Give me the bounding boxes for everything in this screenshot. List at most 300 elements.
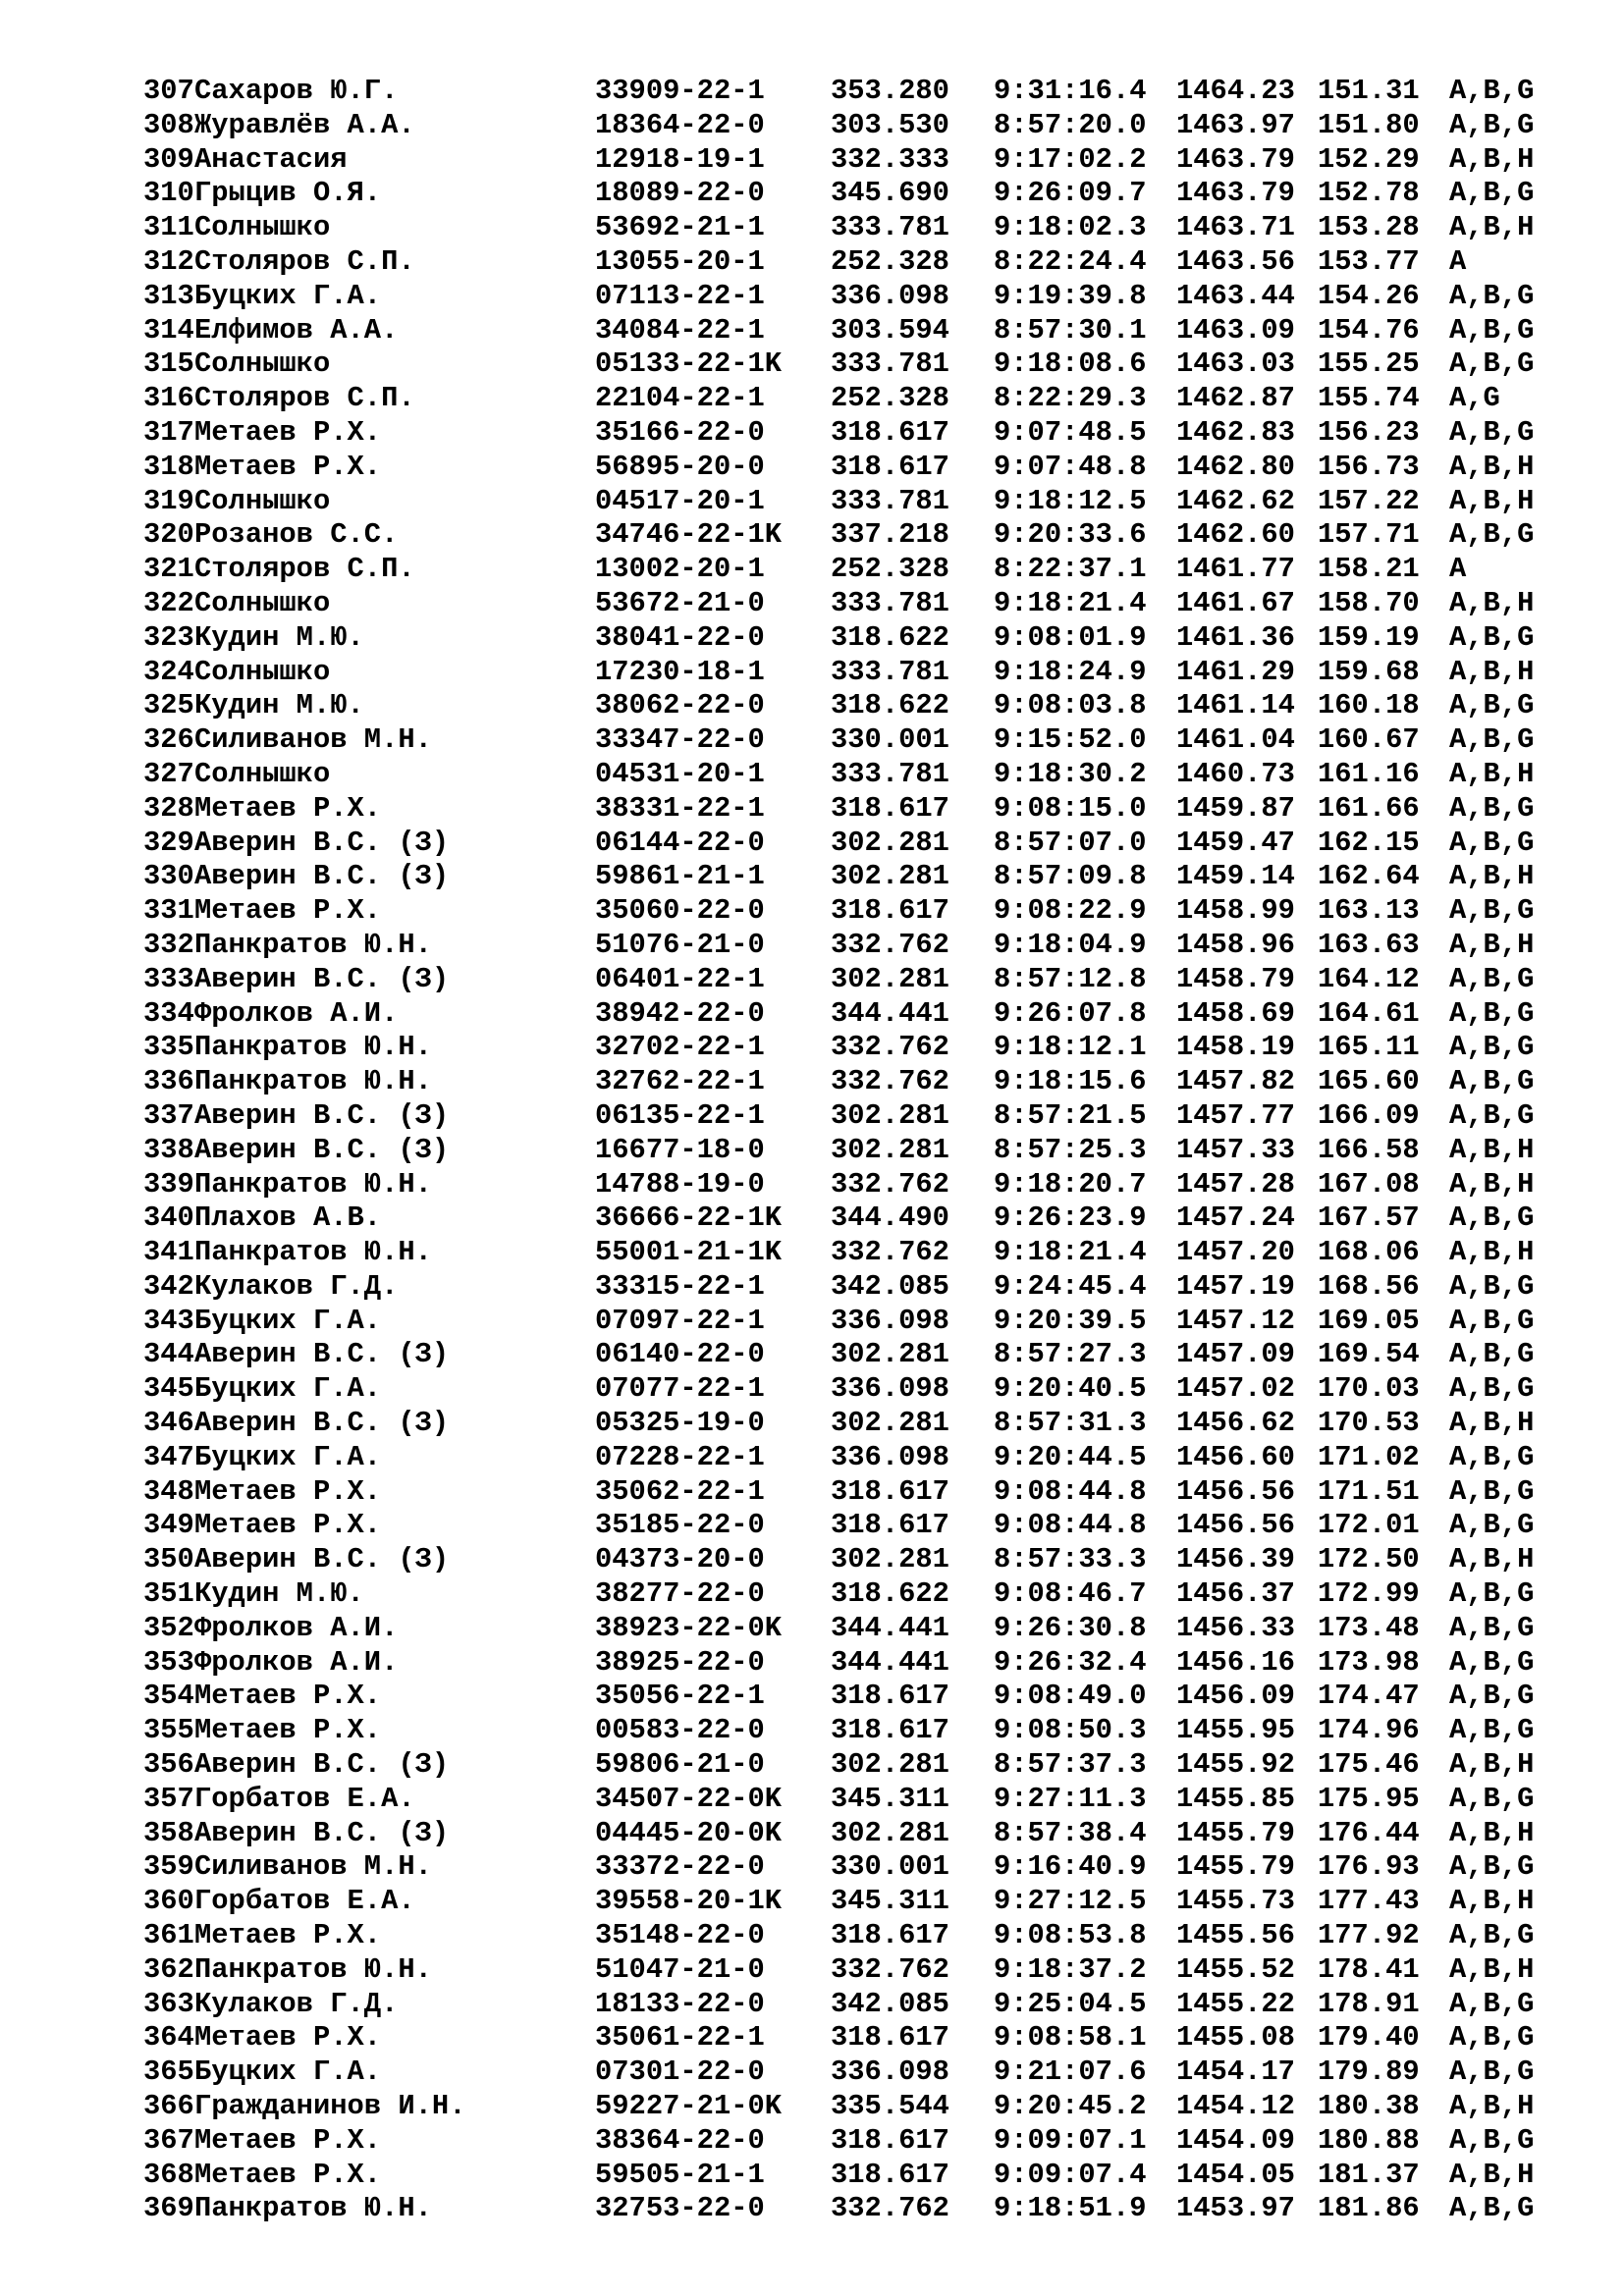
place-cell: 368 <box>143 2158 194 2191</box>
place-cell: 345 <box>143 1372 194 1406</box>
groups-cell: A,B,H <box>1449 211 1535 244</box>
place-cell: 342 <box>143 1269 194 1303</box>
distance-cell: 332.762 <box>831 1952 949 1986</box>
distance-cell: 336.098 <box>831 1372 949 1406</box>
arrival-time-cell: 9:08:49.0 <box>994 1680 1147 1713</box>
fancier-name-cell: Кудин М.Ю. <box>194 620 364 654</box>
points-cell: 179.89 <box>1318 2056 1420 2089</box>
speed-cell: 1461.29 <box>1176 655 1295 688</box>
distance-cell: 335.544 <box>831 2090 949 2123</box>
points-cell: 151.31 <box>1318 75 1420 107</box>
place-cell: 354 <box>143 1680 194 1713</box>
arrival-time-cell: 9:24:45.4 <box>994 1269 1147 1303</box>
speed-cell: 1458.69 <box>1176 996 1295 1030</box>
fancier-name-cell: Метаев Р.Х. <box>194 2158 382 2191</box>
groups-cell: A,B,G <box>1449 2192 1535 2225</box>
place-cell: 358 <box>143 1816 194 1849</box>
points-cell: 157.71 <box>1318 518 1420 552</box>
points-cell: 170.53 <box>1318 1407 1420 1440</box>
speed-cell: 1457.19 <box>1176 1269 1295 1303</box>
fancier-name-cell: Кудин М.Ю. <box>194 1577 364 1611</box>
points-cell: 152.78 <box>1318 177 1420 210</box>
place-cell: 348 <box>143 1474 194 1508</box>
speed-cell: 1457.02 <box>1176 1372 1295 1406</box>
ring-number-cell: 22104-22-1 <box>595 382 765 415</box>
place-cell: 329 <box>143 826 194 859</box>
points-cell: 177.92 <box>1318 1919 1420 1952</box>
points-cell: 158.70 <box>1318 586 1420 619</box>
arrival-time-cell: 9:08:44.8 <box>994 1509 1147 1542</box>
ring-number-cell: 35062-22-1 <box>595 1474 765 1508</box>
distance-cell: 344.441 <box>831 996 949 1030</box>
arrival-time-cell: 9:19:39.8 <box>994 279 1147 312</box>
arrival-time-cell: 9:08:03.8 <box>994 689 1147 722</box>
points-cell: 155.74 <box>1318 382 1420 415</box>
groups-cell: A,B,G <box>1449 108 1535 141</box>
fancier-name-cell: Аверин В.С. (З) <box>194 962 450 995</box>
fancier-name-cell: Метаев Р.Х. <box>194 894 382 928</box>
points-cell: 178.41 <box>1318 1952 1420 1986</box>
groups-cell: A,B,G <box>1449 1065 1535 1098</box>
place-cell: 325 <box>143 689 194 722</box>
speed-cell: 1456.16 <box>1176 1645 1295 1679</box>
place-cell: 330 <box>143 860 194 893</box>
points-cell: 162.64 <box>1318 860 1420 893</box>
points-cell: 176.93 <box>1318 1850 1420 1884</box>
arrival-time-cell: 9:18:20.7 <box>994 1167 1147 1201</box>
groups-cell: A,B,G <box>1449 1304 1535 1337</box>
distance-cell: 302.281 <box>831 1748 949 1782</box>
distance-cell: 330.001 <box>831 1850 949 1884</box>
ring-number-cell: 04373-20-0 <box>595 1543 765 1576</box>
fancier-name-cell: Буцких Г.А. <box>194 1440 382 1473</box>
points-cell: 168.06 <box>1318 1236 1420 1269</box>
distance-cell: 342.085 <box>831 1269 949 1303</box>
groups-cell: A,B,H <box>1449 450 1535 483</box>
arrival-time-cell: 9:09:07.4 <box>994 2158 1147 2191</box>
points-cell: 165.11 <box>1318 1031 1420 1064</box>
distance-cell: 318.617 <box>831 1509 949 1542</box>
groups-cell: A,B,G <box>1449 894 1535 928</box>
points-cell: 172.99 <box>1318 1577 1420 1611</box>
place-cell: 309 <box>143 142 194 176</box>
distance-cell: 318.617 <box>831 415 949 449</box>
fancier-name-cell: Панкратов Ю.Н. <box>194 1167 432 1201</box>
points-cell: 175.95 <box>1318 1782 1420 1815</box>
points-cell: 169.05 <box>1318 1304 1420 1337</box>
fancier-name-cell: Метаев Р.Х. <box>194 415 382 449</box>
fancier-name-cell: Буцких Г.А. <box>194 2056 382 2089</box>
groups-cell: A,B,G <box>1449 279 1535 312</box>
speed-cell: 1461.77 <box>1176 553 1295 586</box>
arrival-time-cell: 8:57:38.4 <box>994 1816 1147 1849</box>
place-cell: 343 <box>143 1304 194 1337</box>
ring-number-cell: 06140-22-0 <box>595 1338 765 1371</box>
arrival-time-cell: 9:08:46.7 <box>994 1577 1147 1611</box>
points-cell: 174.96 <box>1318 1714 1420 1747</box>
fancier-name-cell: Анастасия <box>194 142 348 176</box>
groups-cell: A,B,G <box>1449 1269 1535 1303</box>
fancier-name-cell: Силиванов М.Н. <box>194 723 432 757</box>
distance-cell: 318.617 <box>831 2158 949 2191</box>
groups-cell: A,B,G <box>1449 1440 1535 1473</box>
speed-cell: 1455.22 <box>1176 1987 1295 2020</box>
fancier-name-cell: Фролков А.И. <box>194 996 399 1030</box>
points-cell: 168.56 <box>1318 1269 1420 1303</box>
ring-number-cell: 35061-22-1 <box>595 2021 765 2055</box>
ring-number-cell: 38942-22-0 <box>595 996 765 1030</box>
fancier-name-cell: Фролков А.И. <box>194 1611 399 1644</box>
place-cell: 327 <box>143 757 194 790</box>
ring-number-cell: 04517-20-1 <box>595 484 765 517</box>
ring-number-cell: 33315-22-1 <box>595 1269 765 1303</box>
fancier-name-cell: Панкратов Ю.Н. <box>194 1031 432 1064</box>
place-cell: 321 <box>143 553 194 586</box>
arrival-time-cell: 9:20:40.5 <box>994 1372 1147 1406</box>
fancier-name-cell: Буцких Г.А. <box>194 279 382 312</box>
groups-cell: A,B,G <box>1449 1850 1535 1884</box>
groups-cell: A,B,G <box>1449 791 1535 825</box>
points-cell: 160.18 <box>1318 689 1420 722</box>
arrival-time-cell: 9:20:33.6 <box>994 518 1147 552</box>
speed-cell: 1462.87 <box>1176 382 1295 415</box>
speed-cell: 1461.36 <box>1176 620 1295 654</box>
groups-cell: A,B,G <box>1449 1987 1535 2020</box>
distance-cell: 330.001 <box>831 723 949 757</box>
place-cell: 369 <box>143 2192 194 2225</box>
distance-cell: 345.311 <box>831 1885 949 1918</box>
arrival-time-cell: 9:25:04.5 <box>994 1987 1147 2020</box>
points-cell: 173.98 <box>1318 1645 1420 1679</box>
groups-cell: A,B,H <box>1449 586 1535 619</box>
groups-cell: A,B,G <box>1449 1611 1535 1644</box>
groups-cell: A,B,G <box>1449 689 1535 722</box>
ring-number-cell: 16677-18-0 <box>595 1133 765 1166</box>
arrival-time-cell: 8:57:25.3 <box>994 1133 1147 1166</box>
speed-cell: 1457.28 <box>1176 1167 1295 1201</box>
distance-cell: 337.218 <box>831 518 949 552</box>
arrival-time-cell: 9:18:21.4 <box>994 1236 1147 1269</box>
place-cell: 339 <box>143 1167 194 1201</box>
place-cell: 361 <box>143 1919 194 1952</box>
place-cell: 315 <box>143 347 194 381</box>
arrival-time-cell: 9:07:48.5 <box>994 415 1147 449</box>
fancier-name-cell: Аверин В.С. (З) <box>194 860 450 893</box>
fancier-name-cell: Метаев Р.Х. <box>194 1680 382 1713</box>
speed-cell: 1463.09 <box>1176 313 1295 347</box>
speed-cell: 1456.62 <box>1176 1407 1295 1440</box>
speed-cell: 1457.82 <box>1176 1065 1295 1098</box>
ring-number-cell: 06144-22-0 <box>595 826 765 859</box>
ring-number-cell: 53672-21-0 <box>595 586 765 619</box>
points-cell: 175.46 <box>1318 1748 1420 1782</box>
distance-cell: 332.333 <box>831 142 949 176</box>
groups-cell: A,B,H <box>1449 860 1535 893</box>
fancier-name-cell: Кулаков Г.Д. <box>194 1987 399 2020</box>
fancier-name-cell: Солнышко <box>194 211 331 244</box>
fancier-name-cell: Аверин В.С. (З) <box>194 1338 450 1371</box>
place-cell: 362 <box>143 1952 194 1986</box>
groups-cell: A,B,H <box>1449 1236 1535 1269</box>
groups-cell: A,B,H <box>1449 1543 1535 1576</box>
fancier-name-cell: Метаев Р.Х. <box>194 791 382 825</box>
arrival-time-cell: 9:08:01.9 <box>994 620 1147 654</box>
groups-cell: A,B,H <box>1449 2158 1535 2191</box>
distance-cell: 332.762 <box>831 1236 949 1269</box>
speed-cell: 1463.03 <box>1176 347 1295 381</box>
ring-number-cell: 59505-21-1 <box>595 2158 765 2191</box>
speed-cell: 1463.97 <box>1176 108 1295 141</box>
points-cell: 172.01 <box>1318 1509 1420 1542</box>
groups-cell: A,B,G <box>1449 2056 1535 2089</box>
speed-cell: 1458.96 <box>1176 928 1295 961</box>
fancier-name-cell: Метаев Р.Х. <box>194 450 382 483</box>
groups-cell: A,B,H <box>1449 928 1535 961</box>
arrival-time-cell: 8:57:07.0 <box>994 826 1147 859</box>
ring-number-cell: 39558-20-1K <box>595 1885 783 1918</box>
arrival-time-cell: 9:08:44.8 <box>994 1474 1147 1508</box>
points-cell: 163.63 <box>1318 928 1420 961</box>
ring-number-cell: 05133-22-1K <box>595 347 783 381</box>
distance-cell: 336.098 <box>831 2056 949 2089</box>
groups-cell: A,B,G <box>1449 996 1535 1030</box>
arrival-time-cell: 9:15:52.0 <box>994 723 1147 757</box>
arrival-time-cell: 9:18:12.1 <box>994 1031 1147 1064</box>
speed-cell: 1456.09 <box>1176 1680 1295 1713</box>
ring-number-cell: 07097-22-1 <box>595 1304 765 1337</box>
arrival-time-cell: 9:08:22.9 <box>994 894 1147 928</box>
arrival-time-cell: 9:21:07.6 <box>994 2056 1147 2089</box>
fancier-name-cell: Буцких Г.А. <box>194 1304 382 1337</box>
arrival-time-cell: 9:08:53.8 <box>994 1919 1147 1952</box>
fancier-name-cell: Журавлёв А.А. <box>194 108 415 141</box>
ring-number-cell: 38331-22-1 <box>595 791 765 825</box>
distance-cell: 345.690 <box>831 177 949 210</box>
ring-number-cell: 53692-21-1 <box>595 211 765 244</box>
place-cell: 320 <box>143 518 194 552</box>
ring-number-cell: 36666-22-1K <box>595 1201 783 1235</box>
ring-number-cell: 04531-20-1 <box>595 757 765 790</box>
place-cell: 351 <box>143 1577 194 1611</box>
groups-cell: A,B,G <box>1449 723 1535 757</box>
fancier-name-cell: Столяров С.П. <box>194 553 415 586</box>
arrival-time-cell: 9:18:04.9 <box>994 928 1147 961</box>
fancier-name-cell: Аверин В.С. (З) <box>194 1816 450 1849</box>
speed-cell: 1456.33 <box>1176 1611 1295 1644</box>
arrival-time-cell: 8:57:09.8 <box>994 860 1147 893</box>
groups-cell: A,B,H <box>1449 1748 1535 1782</box>
arrival-time-cell: 9:27:11.3 <box>994 1782 1147 1815</box>
speed-cell: 1455.52 <box>1176 1952 1295 1986</box>
groups-cell: A,B,H <box>1449 1407 1535 1440</box>
points-cell: 156.23 <box>1318 415 1420 449</box>
fancier-name-cell: Столяров С.П. <box>194 382 415 415</box>
speed-cell: 1455.79 <box>1176 1816 1295 1849</box>
speed-cell: 1456.60 <box>1176 1440 1295 1473</box>
speed-cell: 1463.79 <box>1176 177 1295 210</box>
distance-cell: 318.617 <box>831 791 949 825</box>
fancier-name-cell: Елфимов А.А. <box>194 313 399 347</box>
groups-cell: A,B,H <box>1449 484 1535 517</box>
arrival-time-cell: 9:26:07.8 <box>994 996 1147 1030</box>
speed-cell: 1463.44 <box>1176 279 1295 312</box>
speed-cell: 1454.17 <box>1176 2056 1295 2089</box>
ring-number-cell: 18089-22-0 <box>595 177 765 210</box>
distance-cell: 318.617 <box>831 1680 949 1713</box>
distance-cell: 303.594 <box>831 313 949 347</box>
ring-number-cell: 38923-22-0K <box>595 1611 783 1644</box>
fancier-name-cell: Панкратов Ю.Н. <box>194 928 432 961</box>
groups-cell: A,G <box>1449 382 1500 415</box>
speed-cell: 1454.05 <box>1176 2158 1295 2191</box>
place-cell: 340 <box>143 1201 194 1235</box>
place-cell: 319 <box>143 484 194 517</box>
place-cell: 312 <box>143 244 194 278</box>
ring-number-cell: 51047-21-0 <box>595 1952 765 1986</box>
groups-cell: A,B,G <box>1449 826 1535 859</box>
distance-cell: 333.781 <box>831 211 949 244</box>
ring-number-cell: 34507-22-0K <box>595 1782 783 1815</box>
speed-cell: 1459.47 <box>1176 826 1295 859</box>
place-cell: 367 <box>143 2123 194 2157</box>
distance-cell: 302.281 <box>831 1816 949 1849</box>
points-cell: 166.09 <box>1318 1098 1420 1132</box>
points-cell: 164.61 <box>1318 996 1420 1030</box>
points-cell: 157.22 <box>1318 484 1420 517</box>
speed-cell: 1458.19 <box>1176 1031 1295 1064</box>
place-cell: 355 <box>143 1714 194 1747</box>
fancier-name-cell: Аверин В.С. (З) <box>194 826 450 859</box>
speed-cell: 1453.97 <box>1176 2192 1295 2225</box>
points-cell: 181.86 <box>1318 2192 1420 2225</box>
place-cell: 310 <box>143 177 194 210</box>
points-cell: 166.58 <box>1318 1133 1420 1166</box>
arrival-time-cell: 9:18:21.4 <box>994 586 1147 619</box>
distance-cell: 318.617 <box>831 1474 949 1508</box>
points-cell: 162.15 <box>1318 826 1420 859</box>
ring-number-cell: 17230-18-1 <box>595 655 765 688</box>
place-cell: 360 <box>143 1885 194 1918</box>
place-cell: 346 <box>143 1407 194 1440</box>
speed-cell: 1457.77 <box>1176 1098 1295 1132</box>
distance-cell: 332.762 <box>831 2192 949 2225</box>
distance-cell: 318.617 <box>831 1714 949 1747</box>
distance-cell: 302.281 <box>831 1133 949 1166</box>
speed-cell: 1459.87 <box>1176 791 1295 825</box>
speed-cell: 1456.56 <box>1176 1474 1295 1508</box>
fancier-name-cell: Аверин В.С. (З) <box>194 1098 450 1132</box>
fancier-name-cell: Солнышко <box>194 347 331 381</box>
fancier-name-cell: Метаев Р.Х. <box>194 1509 382 1542</box>
place-cell: 336 <box>143 1065 194 1098</box>
groups-cell: A,B,G <box>1449 1680 1535 1713</box>
points-cell: 161.16 <box>1318 757 1420 790</box>
distance-cell: 332.762 <box>831 1167 949 1201</box>
ring-number-cell: 00583-22-0 <box>595 1714 765 1747</box>
ring-number-cell: 59227-21-0K <box>595 2090 783 2123</box>
ring-number-cell: 07228-22-1 <box>595 1440 765 1473</box>
ring-number-cell: 32762-22-1 <box>595 1065 765 1098</box>
speed-cell: 1456.39 <box>1176 1543 1295 1576</box>
speed-cell: 1463.71 <box>1176 211 1295 244</box>
place-cell: 307 <box>143 75 194 107</box>
distance-cell: 318.622 <box>831 620 949 654</box>
arrival-time-cell: 9:31:16.4 <box>994 75 1147 107</box>
points-cell: 171.51 <box>1318 1474 1420 1508</box>
points-cell: 179.40 <box>1318 2021 1420 2055</box>
arrival-time-cell: 9:18:30.2 <box>994 757 1147 790</box>
distance-cell: 353.280 <box>831 75 949 107</box>
groups-cell: A,B,G <box>1449 962 1535 995</box>
speed-cell: 1461.04 <box>1176 723 1295 757</box>
ring-number-cell: 32753-22-0 <box>595 2192 765 2225</box>
distance-cell: 318.617 <box>831 894 949 928</box>
speed-cell: 1455.56 <box>1176 1919 1295 1952</box>
distance-cell: 302.281 <box>831 1338 949 1371</box>
fancier-name-cell: Аверин В.С. (З) <box>194 1543 450 1576</box>
points-cell: 178.91 <box>1318 1987 1420 2020</box>
speed-cell: 1455.92 <box>1176 1748 1295 1782</box>
distance-cell: 333.781 <box>831 757 949 790</box>
arrival-time-cell: 8:22:37.1 <box>994 553 1147 586</box>
distance-cell: 318.617 <box>831 2021 949 2055</box>
ring-number-cell: 32702-22-1 <box>595 1031 765 1064</box>
fancier-name-cell: Метаев Р.Х. <box>194 2123 382 2157</box>
place-cell: 331 <box>143 894 194 928</box>
distance-cell: 336.098 <box>831 1304 949 1337</box>
ring-number-cell: 33347-22-0 <box>595 723 765 757</box>
speed-cell: 1455.95 <box>1176 1714 1295 1747</box>
place-cell: 364 <box>143 2021 194 2055</box>
arrival-time-cell: 9:18:12.5 <box>994 484 1147 517</box>
ring-number-cell: 07301-22-0 <box>595 2056 765 2089</box>
fancier-name-cell: Кулаков Г.Д. <box>194 1269 399 1303</box>
speed-cell: 1464.23 <box>1176 75 1295 107</box>
arrival-time-cell: 9:08:50.3 <box>994 1714 1147 1747</box>
fancier-name-cell: Солнышко <box>194 484 331 517</box>
distance-cell: 303.530 <box>831 108 949 141</box>
groups-cell: A,B,H <box>1449 142 1535 176</box>
fancier-name-cell: Солнышко <box>194 586 331 619</box>
speed-cell: 1463.79 <box>1176 142 1295 176</box>
arrival-time-cell: 9:08:58.1 <box>994 2021 1147 2055</box>
fancier-name-cell: Кудин М.Ю. <box>194 689 364 722</box>
groups-cell: A,B,G <box>1449 1338 1535 1371</box>
points-cell: 171.02 <box>1318 1440 1420 1473</box>
distance-cell: 342.085 <box>831 1987 949 2020</box>
distance-cell: 333.781 <box>831 655 949 688</box>
speed-cell: 1455.85 <box>1176 1782 1295 1815</box>
distance-cell: 318.617 <box>831 1919 949 1952</box>
groups-cell: A,B,G <box>1449 2021 1535 2055</box>
distance-cell: 332.762 <box>831 1065 949 1098</box>
arrival-time-cell: 9:18:15.6 <box>994 1065 1147 1098</box>
ring-number-cell: 34084-22-1 <box>595 313 765 347</box>
groups-cell: A <box>1449 553 1467 586</box>
distance-cell: 345.311 <box>831 1782 949 1815</box>
points-cell: 161.66 <box>1318 791 1420 825</box>
points-cell: 153.77 <box>1318 244 1420 278</box>
arrival-time-cell: 9:16:40.9 <box>994 1850 1147 1884</box>
place-cell: 313 <box>143 279 194 312</box>
ring-number-cell: 35148-22-0 <box>595 1919 765 1952</box>
ring-number-cell: 56895-20-0 <box>595 450 765 483</box>
place-cell: 363 <box>143 1987 194 2020</box>
ring-number-cell: 35056-22-1 <box>595 1680 765 1713</box>
fancier-name-cell: Солнышко <box>194 655 331 688</box>
fancier-name-cell: Столяров С.П. <box>194 244 415 278</box>
fancier-name-cell: Панкратов Ю.Н. <box>194 1236 432 1269</box>
